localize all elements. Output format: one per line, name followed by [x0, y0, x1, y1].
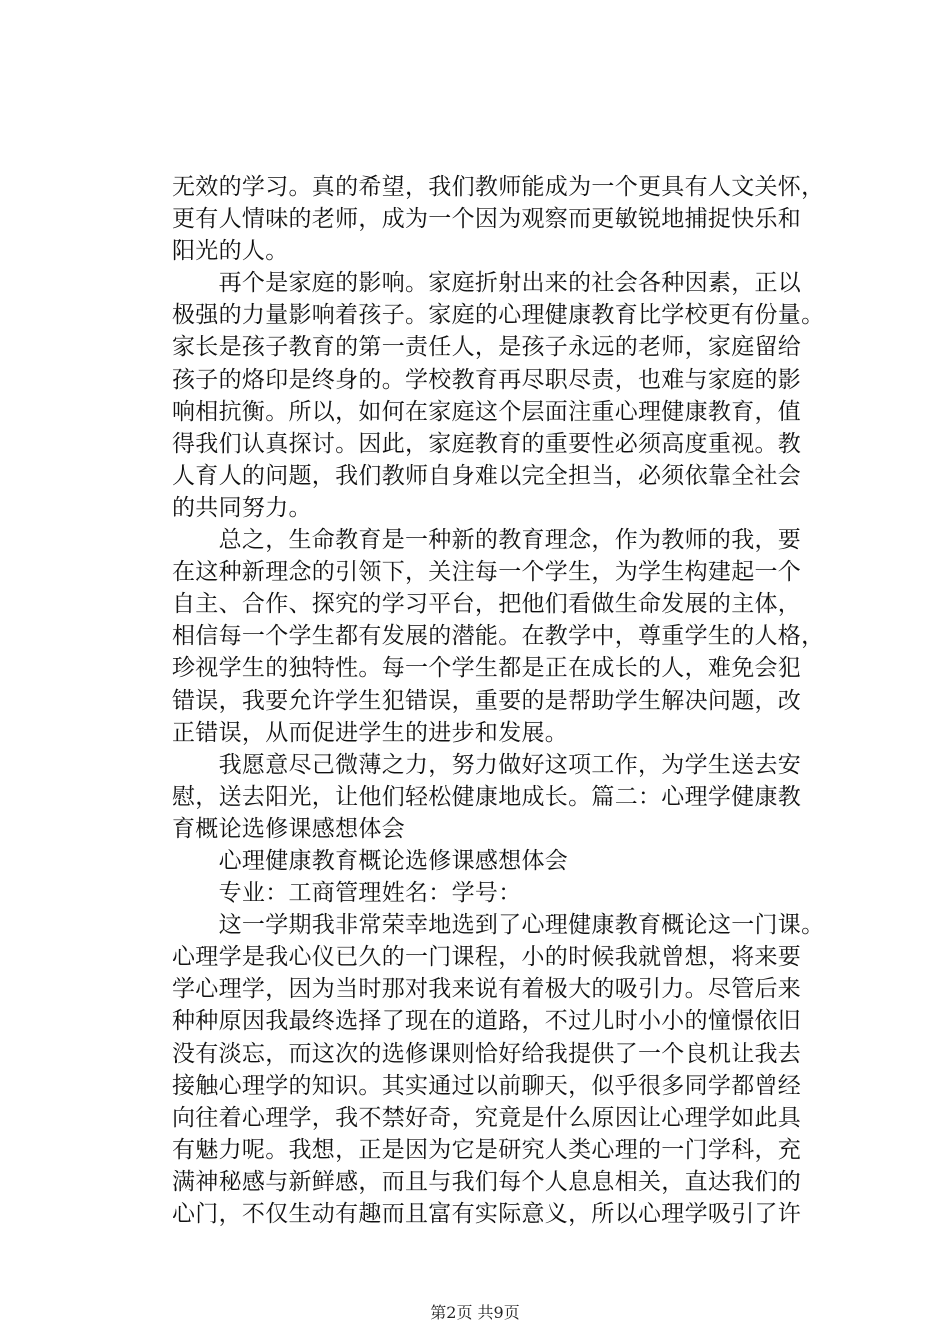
text-line: 接触心理学的知识。其实通过以前聊天，似乎很多同学都曾经 — [172, 1072, 802, 1099]
text-line: 育概论选修课感想体会 — [172, 815, 405, 842]
text-line: 的共同努力。 — [172, 494, 312, 521]
text-line: 心门，不仅生动有趣而且富有实际意义，所以心理学吸引了许 — [172, 1201, 802, 1227]
text-line: 我愿意尽己微薄之力，努力做好这项工作，为学生送去安 — [172, 751, 802, 778]
text-line: 在这种新理念的引领下，关注每一个学生，为学生构建起一个 — [172, 559, 802, 586]
text-line: 错误，我要允许学生犯错误，重要的是帮助学生解决问题，改 — [172, 687, 802, 714]
text-line: 总之，生命教育是一种新的教育理念，作为教师的我，要 — [172, 527, 802, 554]
text-line: 没有淡忘，而这次的选修课则恰好给我提供了一个良机让我去 — [172, 1040, 802, 1067]
text-line: 学心理学，因为当时那对我来说有着极大的吸引力。尽管后来 — [172, 976, 802, 1003]
text-line: 极强的力量影响着孩子。家庭的心理健康教育比学校更有份量。 — [172, 302, 825, 329]
text-line: 阳光的人。 — [172, 238, 289, 265]
text-line: 满神秘感与新鲜感，而且与我们每个人息息相关，直达我们的 — [172, 1168, 802, 1195]
text-line: 专业：工商管理姓名：学号： — [172, 880, 522, 907]
text-line: 慰，送去阳光，让他们轻松健康地成长。篇二：心理学健康教 — [172, 783, 802, 810]
text-line: 家长是孩子教育的第一责任人，是孩子永远的老师，家庭留给 — [172, 334, 802, 361]
text-line: 孩子的烙印是终身的。学校教育再尽职尽责，也难与家庭的影 — [172, 366, 802, 393]
text-line: 无效的学习。真的希望，我们教师能成为一个更具有人文关怀， — [172, 174, 825, 200]
text-line: 更有人情味的老师，成为一个因为观察而更敏锐地捕捉快乐和 — [172, 206, 802, 233]
text-line: 人育人的问题，我们教师自身难以完全担当，必须依靠全社会 — [172, 462, 802, 489]
page-footer: 第2页 共9页 — [430, 1303, 520, 1322]
text-line: 再个是家庭的影响。家庭折射出来的社会各种因素，正以 — [172, 270, 802, 297]
text-line: 珍视学生的独特性。每一个学生都是正在成长的人，难免会犯 — [172, 655, 802, 682]
text-line: 正错误，从而促进学生的进步和发展。 — [172, 719, 569, 746]
text-line: 自主、合作、探究的学习平台，把他们看做生命发展的主体， — [172, 591, 802, 618]
text-line: 心理健康教育概论选修课感想体会 — [172, 847, 569, 874]
text-line: 有魅力呢。我想，正是因为它是研究人类心理的一门学科，充 — [172, 1136, 802, 1163]
text-line: 这一学期我非常荣幸地选到了心理健康教育概论这一门课。 — [172, 912, 825, 939]
text-line: 种种原因我最终选择了现在的道路，不过儿时小小的憧憬依旧 — [172, 1008, 802, 1035]
text-line: 响相抗衡。所以，如何在家庭这个层面注重心理健康教育，值 — [172, 398, 802, 425]
body-text — [172, 171, 852, 1230]
text-line: 相信每一个学生都有发展的潜能。在教学中，尊重学生的人格， — [172, 623, 825, 650]
text-line: 心理学是我心仪已久的一门课程，小的时候我就曾想，将来要 — [172, 944, 802, 971]
text-line: 得我们认真探讨。因此，家庭教育的重要性必须高度重视。教 — [172, 430, 802, 457]
text-line: 向往着心理学，我不禁好奇，究竟是什么原因让心理学如此具 — [172, 1104, 802, 1131]
